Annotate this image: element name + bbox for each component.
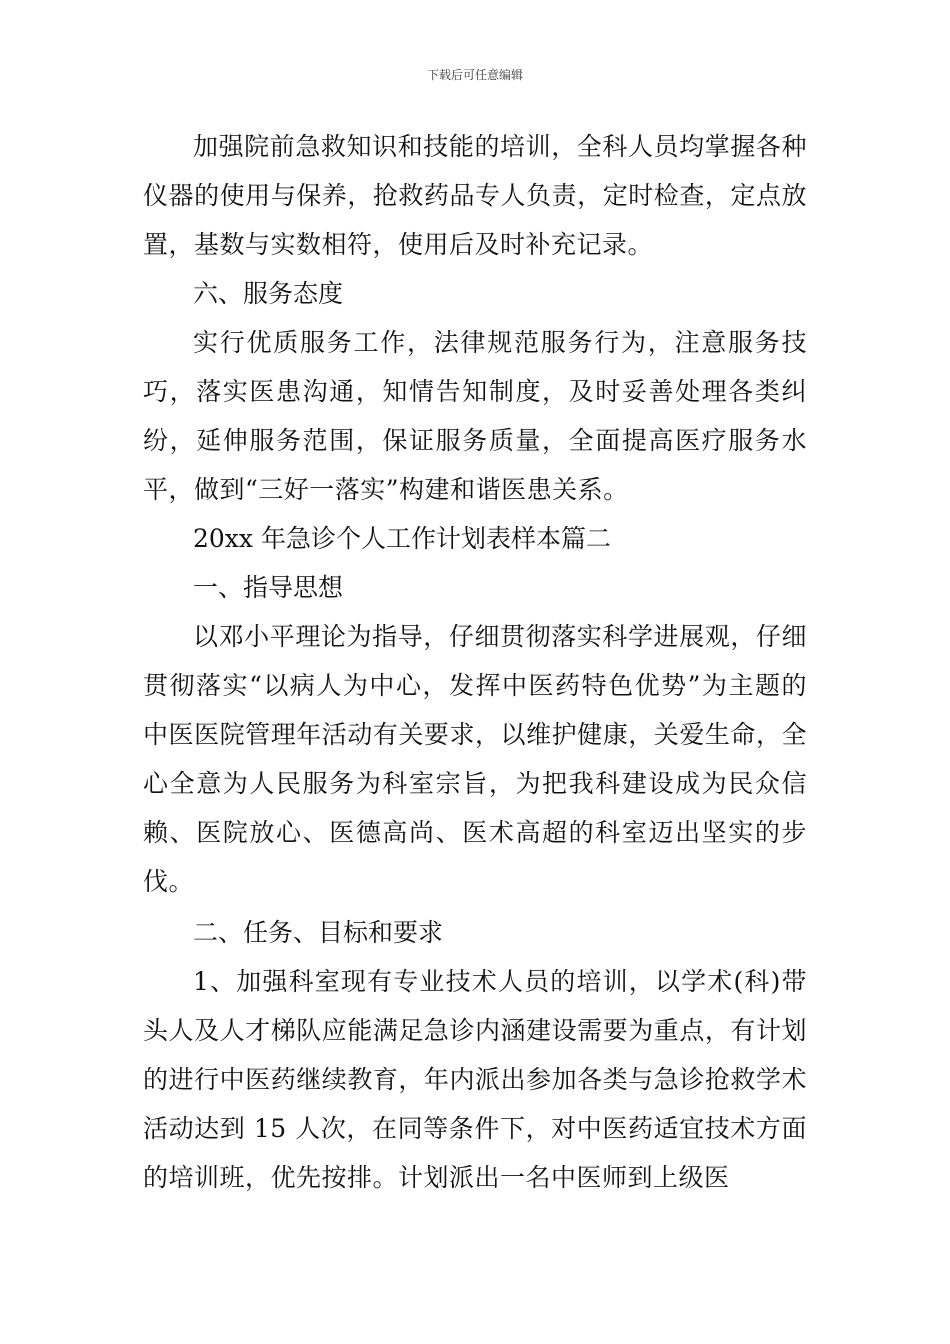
heading-service-attitude: 六、服务态度 (193, 279, 344, 308)
paragraph-service: 实行优质服务工作，法律规范服务行为，注意服务技巧，落实医患沟通，知情告知制度，及时妥善处理各类纠纷，延伸服务范围，保证服务质量，全面提高医疗服务水平，做到“三好一落实”构建和谐医患关系。 (143, 328, 807, 504)
document-body (143, 122, 807, 1202)
paragraph-guiding-ideology: 以邓小平理论为指导，仔细贯彻落实科学进展观，仔细贯彻落实“以病人为中心，发挥中医药特色优势”为主题的中医医院管理年活动有关要求，以维护健康，关爱生命，全心全意为人民服务为科室宗旨，为把我科建设成为民众信赖、医院放心、医德高尚、医术高超的科室迈出坚实的步伐。 (143, 622, 807, 896)
heading-plan-title: 20xx 年急诊个人工作计划表样本篇二 (193, 524, 611, 553)
header-note: 下载后可任意编辑 (426, 68, 523, 82)
paragraph-tasks: 1、加强科室现有专业技术人员的培训，以学术(科)带头人及人才梯队应能满足急诊内涵建设需要为重点，有计划的进行中医药继续教育，年内派出参加各类与急诊抢救学术活动达到 15 人次，在同等条件下，对中医药适宜技术方面的培训班，优先按排。计划派出一名中医师到上级医 (143, 967, 807, 1192)
heading-guiding-ideology: 一、指导思想 (193, 573, 344, 602)
heading-tasks-goals: 二、任务、目标和要求 (193, 918, 444, 947)
paragraph-training: 加强院前急救知识和技能的培训，全科人员均掌握各种仪器的使用与保养，抢救药品专人负责，定时检查，定点放置，基数与实数相符，使用后及时补充记录。 (143, 132, 807, 259)
